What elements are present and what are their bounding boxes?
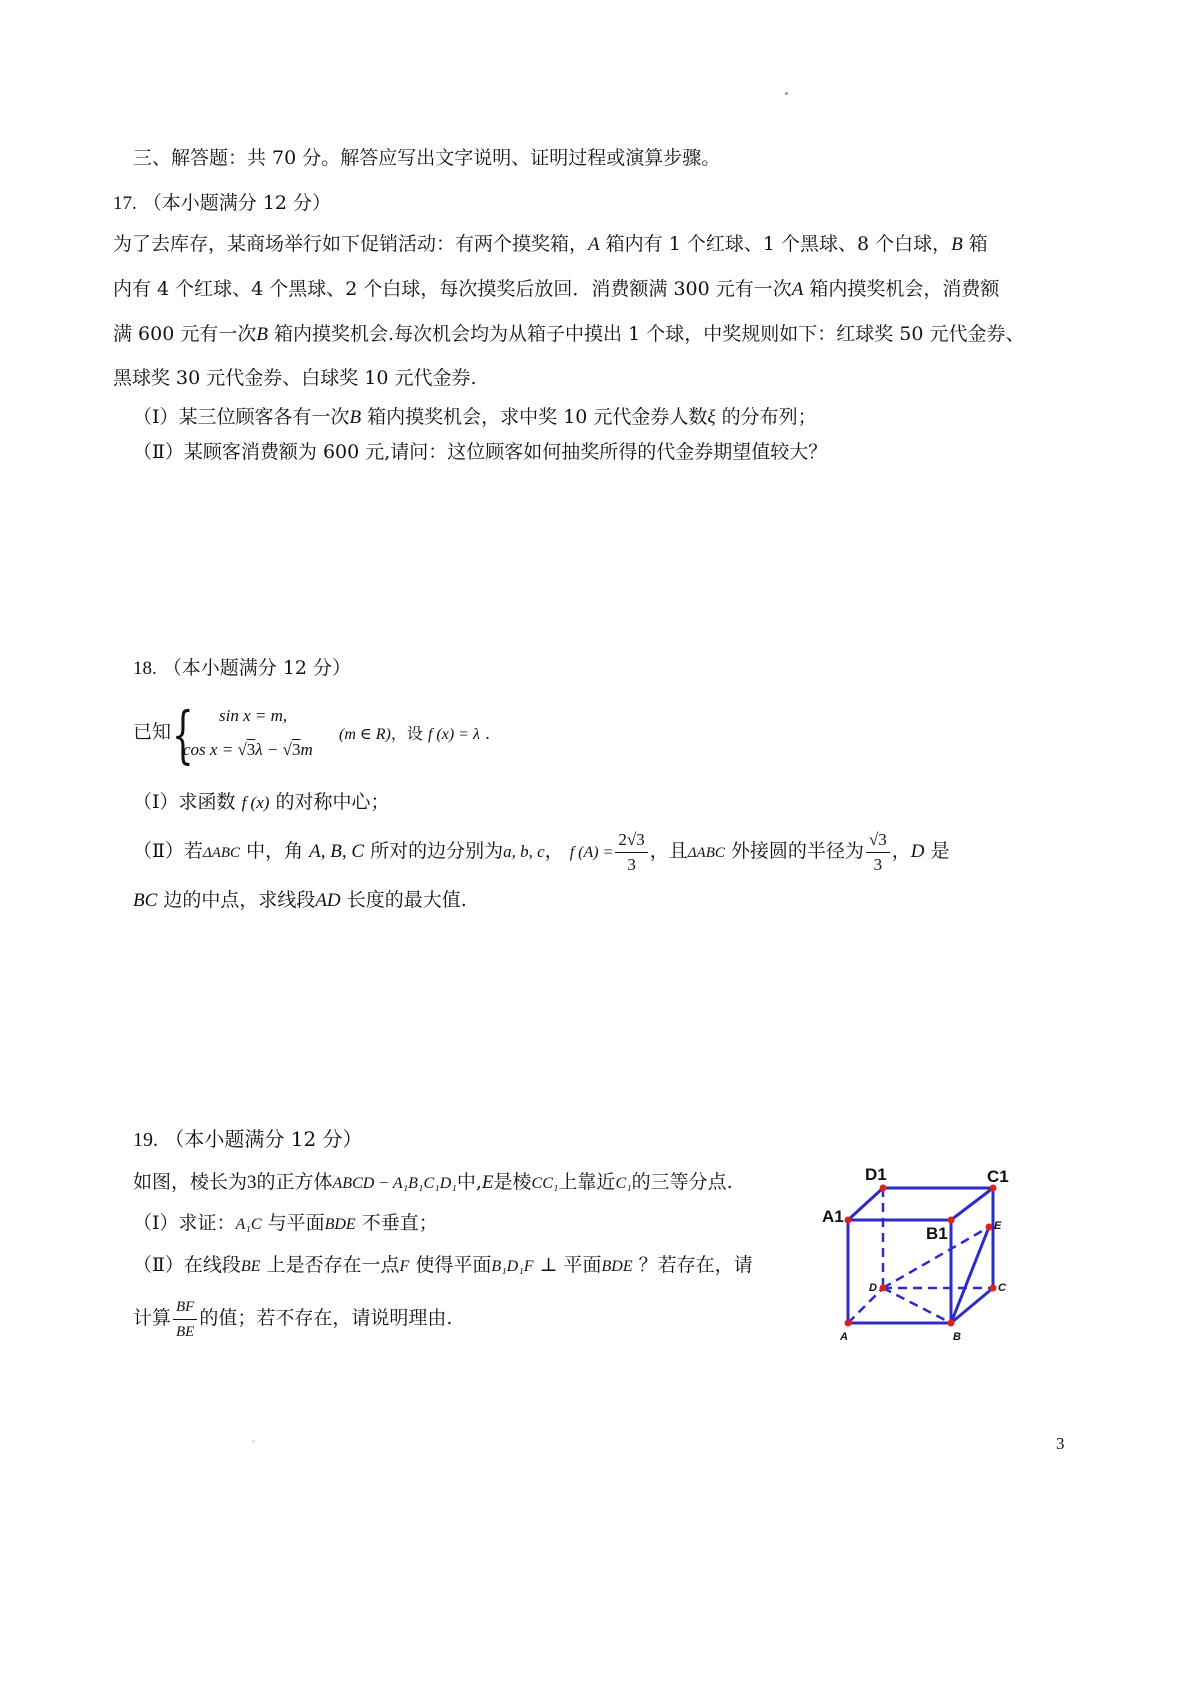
q18-text: ， bbox=[544, 840, 564, 862]
label-a1: A1 bbox=[822, 1207, 844, 1226]
segment-a1c: A₁C bbox=[235, 1216, 262, 1233]
eq-m: m bbox=[300, 740, 313, 759]
q19-text: 的正方体 bbox=[256, 1171, 333, 1193]
var-xi: ξ bbox=[707, 407, 716, 428]
segment-bc: BC bbox=[133, 890, 158, 911]
q17-text: 满 600 元有一次 bbox=[113, 323, 257, 345]
angles-abc: A, B, C bbox=[309, 841, 365, 862]
q17-text: （Ⅰ）某三位顾客各有一次 bbox=[133, 406, 350, 428]
q17-part-2: （Ⅱ）某顾客消费额为 600 元,请问：这位顾客如何抽奖所得的代金券期望值较大？ bbox=[133, 441, 828, 463]
label-e: E bbox=[994, 1220, 1002, 1232]
sqrt-sign: √ bbox=[282, 740, 292, 759]
plane-b1d1f: B₁D₁F bbox=[491, 1258, 534, 1275]
page-number: 3 bbox=[1056, 1434, 1065, 1453]
sqrt-arg: 3 bbox=[291, 740, 301, 759]
q18-text: ， bbox=[891, 840, 911, 862]
vertex-c bbox=[990, 1285, 997, 1292]
scan-dot-top bbox=[785, 92, 788, 95]
label-d: D bbox=[869, 1282, 877, 1294]
q18-text: 边的中点，求线段 bbox=[157, 889, 316, 911]
q18-text: ，设 bbox=[390, 724, 423, 743]
var-b: B bbox=[256, 324, 268, 345]
vertex-b1 bbox=[948, 1217, 955, 1224]
q19-text: 计算 bbox=[133, 1307, 172, 1329]
q17-line-1 bbox=[113, 232, 988, 257]
cube-figure bbox=[815, 1160, 1055, 1355]
fraction-den: BE bbox=[176, 1323, 195, 1340]
var-b: B bbox=[349, 407, 362, 428]
q18-text: 是 bbox=[924, 840, 950, 862]
label-c1: C1 bbox=[987, 1167, 1009, 1186]
q17-text: 箱 bbox=[962, 233, 988, 255]
fraction-num: √3 bbox=[866, 830, 890, 853]
q18-condition bbox=[339, 722, 490, 747]
scan-dot-bottom bbox=[252, 1440, 255, 1443]
q18-text: 的对称中心； bbox=[275, 791, 390, 813]
q17-text: 的分布列； bbox=[715, 406, 817, 428]
q19-text: 如图，棱长为 bbox=[133, 1171, 248, 1193]
label-b: B bbox=[953, 1331, 961, 1343]
vertex-b bbox=[948, 1320, 955, 1327]
q17-number: 17. bbox=[113, 193, 137, 214]
eq-cos: cos x = bbox=[183, 740, 238, 759]
q18-part-2-cont bbox=[133, 888, 467, 913]
q19-text: （Ⅰ）求证： bbox=[133, 1212, 236, 1234]
q19-text: 与平面 bbox=[261, 1212, 325, 1234]
q17-part-1 bbox=[133, 405, 817, 430]
q17-line-3 bbox=[113, 322, 1024, 347]
segment-db bbox=[883, 1288, 951, 1323]
segment-ad: AD bbox=[315, 890, 341, 911]
q19-text: 中, bbox=[456, 1171, 482, 1193]
q19-text: 不垂直； bbox=[355, 1212, 438, 1234]
eq-fa: f (A) = bbox=[569, 844, 614, 861]
q19-header bbox=[133, 1127, 363, 1152]
fraction-den: 3 bbox=[873, 854, 883, 874]
plane-bde: BDE bbox=[324, 1216, 356, 1233]
q18-text: （Ⅱ）若 bbox=[133, 840, 203, 862]
fraction-sqrt3-over-3 bbox=[866, 830, 890, 875]
q18-text: . bbox=[479, 724, 491, 743]
q19-text: （Ⅱ）在线段 bbox=[133, 1254, 241, 1276]
q18-eq-2 bbox=[183, 738, 313, 762]
q19-text: 是棱 bbox=[493, 1171, 532, 1193]
q19-text: 使得平面 bbox=[409, 1254, 492, 1276]
q19-text: 的值；若不存在，请说明理由. bbox=[199, 1307, 453, 1329]
q18-given: 已知 bbox=[133, 721, 172, 743]
eq-f-lambda: f (x) = λ bbox=[427, 726, 480, 743]
q19-part-1 bbox=[133, 1211, 438, 1237]
eq-fx: f (x) bbox=[241, 793, 270, 812]
sides-abc: a, b, c bbox=[503, 842, 545, 861]
q17-score: （本小题满分 12 分） bbox=[142, 192, 332, 214]
q19-text: 的三等分点. bbox=[631, 1171, 733, 1193]
fraction-2sqrt3-over-3 bbox=[615, 830, 647, 875]
q18-text: 中，角 bbox=[240, 840, 304, 862]
q17-line-2 bbox=[113, 277, 999, 302]
q18-number: 18. bbox=[133, 658, 157, 679]
eq-lambda: λ − bbox=[255, 740, 283, 759]
q18-eq-1 bbox=[219, 704, 287, 728]
q19-text: 上靠近 bbox=[558, 1171, 616, 1193]
q17-text: 箱内摸奖机会，消费额 bbox=[803, 278, 1000, 300]
sqrt-arg: 3 bbox=[246, 740, 256, 759]
q19-line-1 bbox=[133, 1170, 733, 1196]
eq-sin: sin x = m, bbox=[219, 706, 288, 725]
cond-m-in-r: (m ∈ R) bbox=[339, 726, 391, 743]
q19-part-2 bbox=[133, 1253, 753, 1279]
edge-length: 3 bbox=[247, 1172, 257, 1193]
fraction-num: BF bbox=[173, 1297, 197, 1320]
q18-text: ，且 bbox=[649, 840, 688, 862]
triangle-abc: ΔABC bbox=[202, 845, 241, 861]
cube-name: ABCD − A₁B₁C₁D₁ bbox=[332, 1175, 457, 1192]
q19-number: 19. bbox=[133, 1129, 158, 1151]
q19-text: ？若存在，请 bbox=[632, 1254, 753, 1276]
q19-text: 上是否存在一点 bbox=[260, 1254, 400, 1276]
var-b: B bbox=[951, 234, 963, 255]
point-d: D bbox=[910, 841, 925, 862]
q18-part-2 bbox=[133, 826, 950, 878]
q17-text: 为了去库存，某商场举行如下促销活动：有两个摸奖箱， bbox=[113, 233, 589, 255]
q19-text: ⊥ 平面 bbox=[533, 1254, 602, 1276]
q17-text: 箱内摸奖机会.每次机会均为从箱子中摸出 1 个球，中奖规则如下：红球奖 50 元代金券、 bbox=[267, 323, 1025, 345]
sqrt-sign: √ bbox=[237, 740, 247, 759]
point-f: F bbox=[399, 1258, 410, 1275]
point-e: E bbox=[481, 1172, 494, 1193]
system-brace: { bbox=[172, 698, 194, 771]
vertex-d bbox=[880, 1285, 887, 1292]
vertex-e bbox=[986, 1224, 993, 1231]
edge-a1d1 bbox=[848, 1188, 883, 1220]
fraction-den: 3 bbox=[627, 854, 636, 874]
fraction-bf-over-be bbox=[173, 1297, 197, 1342]
q18-text: 外接圆的半径为 bbox=[724, 840, 864, 862]
vertex-d1 bbox=[880, 1185, 887, 1192]
triangle-abc: ΔABC bbox=[687, 845, 725, 861]
q18-text: 所对的边分别为 bbox=[370, 840, 504, 862]
label-a: A bbox=[840, 1331, 848, 1343]
q18-score: （本小题满分 12 分） bbox=[162, 657, 352, 679]
q18-text: 长度的最大值. bbox=[340, 889, 467, 911]
edge-ad bbox=[848, 1288, 883, 1323]
q19-score: （本小题满分 12 分） bbox=[164, 1127, 363, 1151]
edge-b1c1 bbox=[951, 1188, 993, 1220]
vertex-a1 bbox=[845, 1217, 852, 1224]
vertex-a bbox=[845, 1320, 852, 1327]
label-d1: D1 bbox=[865, 1165, 887, 1184]
section-header: 三、解答题：共 70 分。解答应写出文字说明、证明过程或演算步骤。 bbox=[133, 147, 721, 169]
var-a: A bbox=[588, 234, 600, 255]
point-c1: C₁ bbox=[615, 1175, 632, 1192]
q17-text: 内有 4 个红球、4 个黑球、2 个白球，每次摸奖后放回．消费额满 300 元有一次 bbox=[113, 278, 792, 300]
q18-part-1 bbox=[133, 790, 389, 815]
q18-text: （Ⅰ）求函数 bbox=[133, 791, 236, 813]
hidden-edges bbox=[848, 1188, 993, 1323]
segment-be: BE bbox=[240, 1258, 261, 1275]
q17-line-4: 黑球奖 30 元代金券、白球奖 10 元代金券. bbox=[113, 367, 477, 389]
plane-bde: BDE bbox=[601, 1258, 633, 1275]
cube-edges bbox=[848, 1188, 993, 1323]
fraction-num: 2√3 bbox=[615, 830, 647, 853]
label-b1: B1 bbox=[926, 1224, 948, 1243]
q19-part-2-cont bbox=[133, 1293, 452, 1343]
edge-cc1: CC₁ bbox=[531, 1175, 559, 1192]
label-c: C bbox=[998, 1282, 1006, 1294]
q17-header bbox=[113, 191, 331, 216]
q17-text: 箱内摸奖机会，求中奖 10 元代金券人数 bbox=[361, 406, 708, 428]
q17-text: 箱内有 1 个红球、1 个黑球、8 个白球， bbox=[599, 233, 952, 255]
q18-header bbox=[133, 656, 351, 681]
var-a: A bbox=[791, 279, 804, 300]
